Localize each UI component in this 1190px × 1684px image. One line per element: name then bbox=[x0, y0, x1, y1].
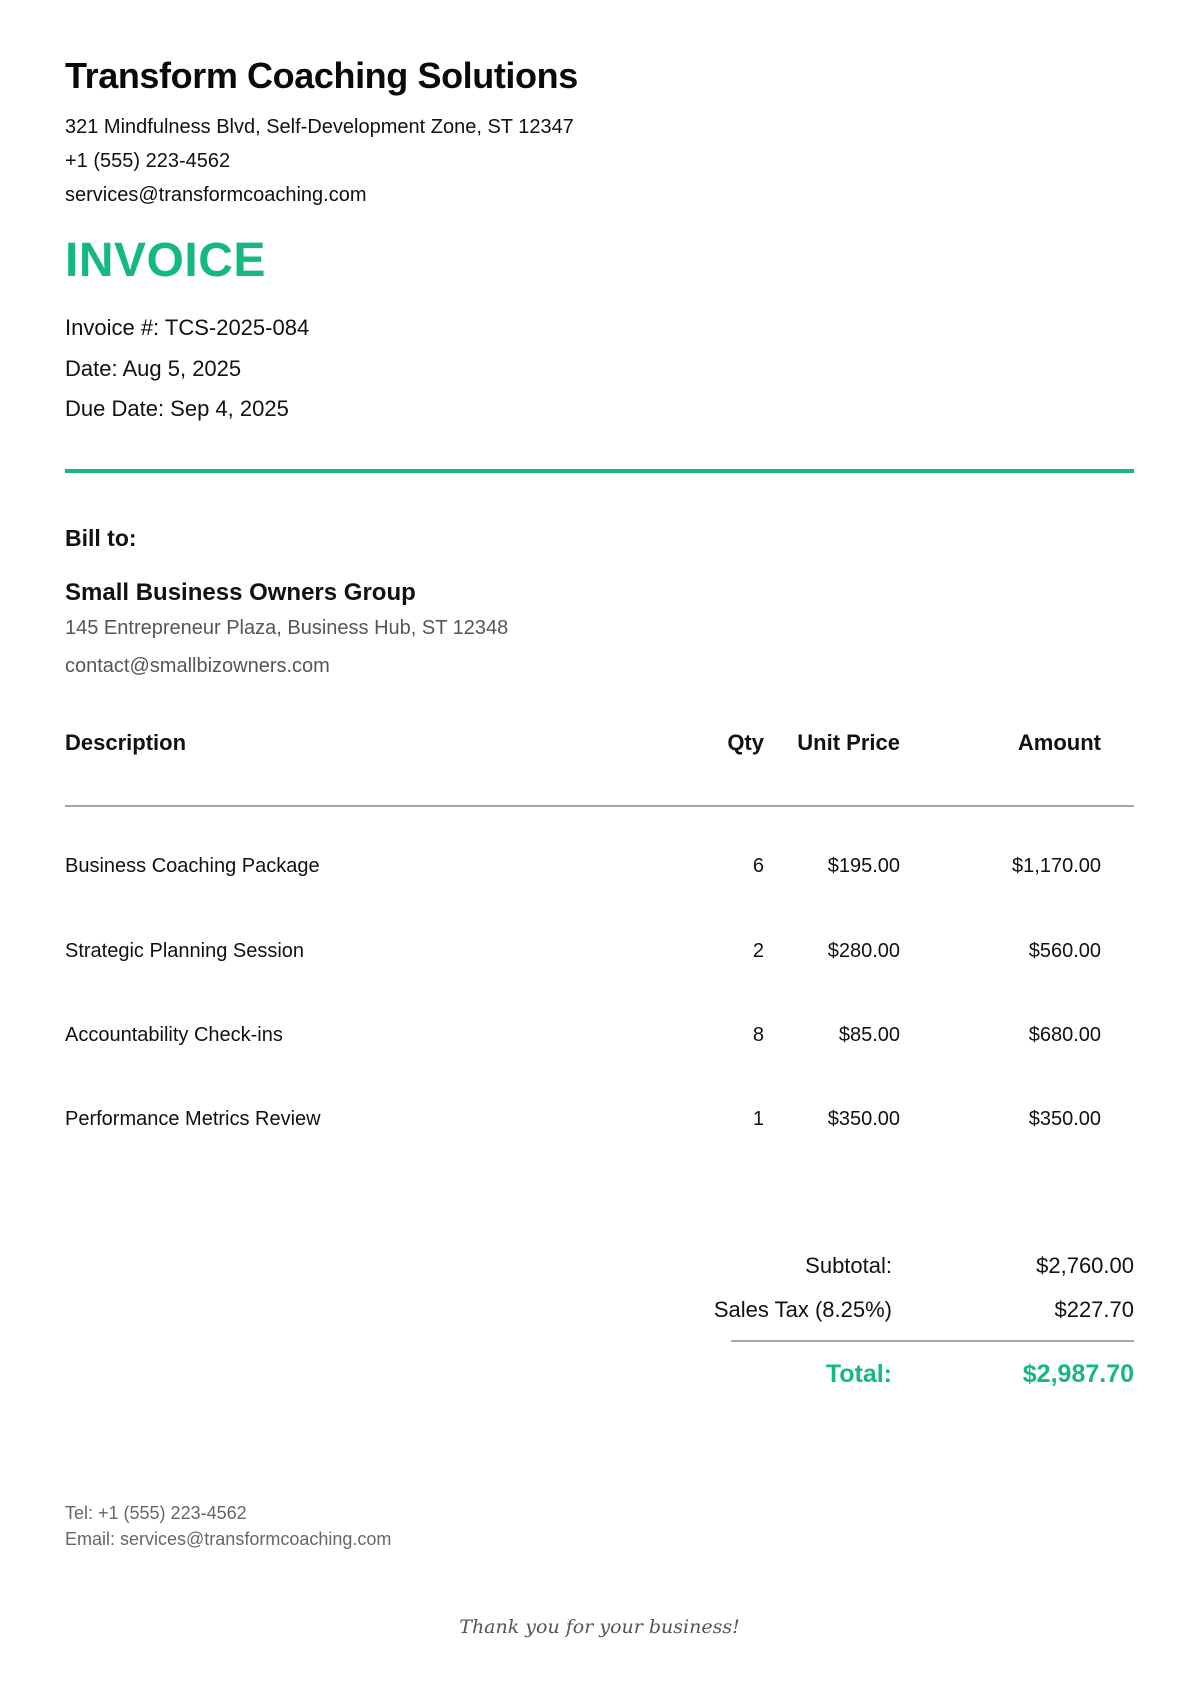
client-name: Small Business Owners Group bbox=[65, 579, 416, 606]
subtotal-value: $2,760.00 bbox=[1036, 1253, 1134, 1278]
table-row bbox=[65, 1024, 1134, 1054]
row-unit-price: $195.00 bbox=[827, 855, 900, 877]
tax-label: Sales Tax (8.25%) bbox=[713, 1297, 892, 1322]
row-description: Business Coaching Package bbox=[65, 855, 320, 877]
company-phone: +1 (555) 223-4562 bbox=[65, 150, 231, 172]
column-header-amount: Amount bbox=[1017, 730, 1101, 755]
footer-phone: Tel: +1 (555) 223-4562 bbox=[65, 1503, 247, 1523]
row-unit-price: $280.00 bbox=[827, 940, 900, 962]
totals-divider bbox=[731, 1340, 1134, 1342]
row-amount: $560.00 bbox=[1028, 940, 1101, 962]
column-header-unit-price: Unit Price bbox=[797, 730, 900, 755]
row-qty: 6 bbox=[752, 855, 764, 877]
row-unit-price: $85.00 bbox=[838, 1024, 900, 1046]
client-address: 145 Entrepreneur Plaza, Business Hub, ST 12348 bbox=[65, 617, 509, 639]
company-address: 321 Mindfulness Blvd, Self-Development Zone, ST 12347 bbox=[65, 116, 574, 138]
thank-you-note: Thank you for your business! bbox=[459, 1616, 740, 1638]
table-row bbox=[65, 855, 1134, 885]
header-divider bbox=[65, 469, 1134, 473]
row-amount: $680.00 bbox=[1028, 1024, 1101, 1046]
subtotal-label: Subtotal: bbox=[805, 1253, 892, 1278]
table-header-divider bbox=[65, 805, 1134, 807]
bill-to-label: Bill to: bbox=[65, 525, 137, 551]
invoice-date: Date: Aug 5, 2025 bbox=[65, 356, 242, 381]
row-description: Strategic Planning Session bbox=[65, 940, 305, 962]
row-amount: $350.00 bbox=[1028, 1108, 1101, 1130]
invoice-title: INVOICE bbox=[65, 234, 266, 287]
footer-email: Email: services@transformcoaching.com bbox=[65, 1529, 392, 1549]
company-email: services@transformcoaching.com bbox=[65, 184, 367, 206]
invoice-number: Invoice #: TCS-2025-084 bbox=[65, 315, 310, 340]
client-email: contact@smallbizowners.com bbox=[65, 655, 330, 677]
row-unit-price: $350.00 bbox=[827, 1108, 900, 1130]
invoice-page bbox=[65, 0, 1134, 1684]
table-row bbox=[65, 940, 1134, 970]
total-value: $2,987.70 bbox=[1022, 1360, 1134, 1388]
row-qty: 8 bbox=[752, 1024, 764, 1046]
invoice-due-date: Due Date: Sep 4, 2025 bbox=[65, 396, 289, 421]
row-description: Accountability Check-ins bbox=[65, 1024, 283, 1046]
table-row bbox=[65, 1108, 1134, 1138]
column-header-qty: Qty bbox=[727, 730, 764, 755]
company-name: Transform Coaching Solutions bbox=[65, 55, 578, 96]
row-amount: $1,170.00 bbox=[1012, 855, 1101, 877]
total-label: Total: bbox=[825, 1360, 892, 1388]
column-header-description: Description bbox=[65, 730, 187, 755]
row-description: Performance Metrics Review bbox=[65, 1108, 321, 1130]
row-qty: 2 bbox=[752, 940, 764, 962]
tax-value: $227.70 bbox=[1054, 1297, 1134, 1322]
row-qty: 1 bbox=[752, 1108, 764, 1130]
